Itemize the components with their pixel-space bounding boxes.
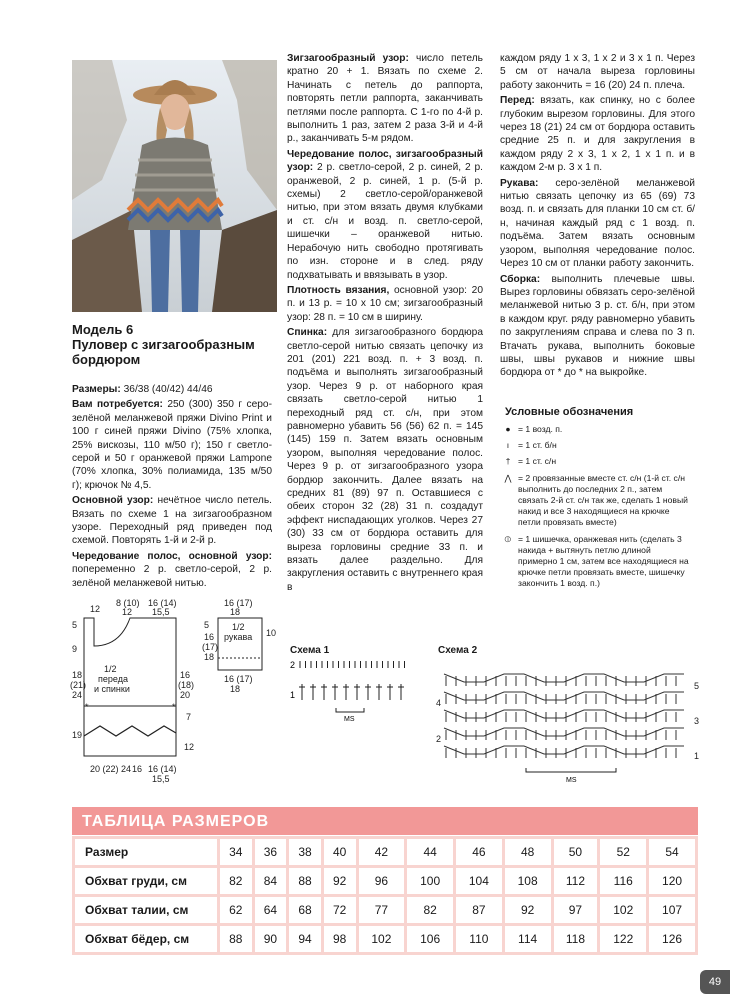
legend-item xyxy=(500,473,690,529)
row-header: Обхват груди, см xyxy=(74,867,219,896)
seam-star: * xyxy=(85,702,89,712)
dim-top: 16 (14) xyxy=(148,598,177,608)
table-cell: 77 xyxy=(357,896,406,925)
sizes-label: Размеры: xyxy=(72,384,121,395)
zigzag-stripes-text: 2 р. светло-серой, 2 р. синей, 2 р. оранжевой, 2 р. синей, 1 р. (5-й р. схемы) 2 светло-серой/оранжевой нитью, при этом вязать двумя клубками и ст. с/н и возд. п. светло-серой, шишечки – оранжевой нитью. Нерабочую нить свободно протягивать по изн. стороне и в след. ряду подхватывать и ввязывать в узор. xyxy=(287,162,483,281)
ms-label: MS xyxy=(344,716,355,723)
ms-label: MS xyxy=(566,777,577,784)
front-label: Перед: xyxy=(500,95,535,107)
dim-left: 24 xyxy=(72,690,83,700)
table-cell: 38 xyxy=(288,838,323,867)
table-cell: 100 xyxy=(406,867,455,896)
row-header: Обхват талии, см xyxy=(74,896,219,925)
table-cell: 104 xyxy=(455,867,504,896)
table-cell: 44 xyxy=(406,838,455,867)
page-number: 49 xyxy=(700,970,730,994)
schema2-chart xyxy=(432,656,712,786)
table-row xyxy=(74,867,697,896)
table-cell: 98 xyxy=(322,925,357,954)
legend-symbol-icon: ı xyxy=(506,440,510,451)
dim-left: 19 xyxy=(72,730,83,740)
dim-bottom: 16 (17) xyxy=(224,674,253,684)
row-number: 2 xyxy=(436,734,442,744)
dim-left: (17) xyxy=(202,642,219,652)
stripes-text: попеременно 2 р. светло-серой, 2 р. зелёной меланжевой нитью. xyxy=(72,564,272,589)
table-cell: 97 xyxy=(552,896,599,925)
dim-left: 9 xyxy=(72,644,78,654)
dim-top: 12 xyxy=(122,607,133,617)
sizes-text: 36/38 (40/42) 44/46 xyxy=(120,384,213,395)
sleeve-schematic xyxy=(202,596,282,696)
dim-top: 18 xyxy=(230,607,241,617)
legend-text: = 1 ст. с/н xyxy=(518,456,557,467)
dim-right: 20 xyxy=(180,690,191,700)
schema1-chart xyxy=(286,656,416,726)
legend-item xyxy=(500,440,690,451)
table-cell: 102 xyxy=(599,896,648,925)
legend-text: = 1 ст. б/н xyxy=(518,440,557,451)
table-cell: 68 xyxy=(288,896,323,925)
table-cell: 96 xyxy=(357,867,406,896)
dim-bottom: 16 xyxy=(132,764,143,774)
zigzag-row-line xyxy=(444,728,684,736)
table-cell: 108 xyxy=(503,867,552,896)
dim-bottom: 18 xyxy=(230,684,241,694)
table-cell: 114 xyxy=(503,925,552,954)
table-cell: 82 xyxy=(219,867,254,896)
back-front-schematic xyxy=(68,596,203,786)
row-header: Обхват бёдер, см xyxy=(74,925,219,954)
table-cell: 107 xyxy=(648,896,697,925)
seam-star: * xyxy=(172,702,176,712)
table-cell: 48 xyxy=(503,838,552,867)
instructions-column-1 xyxy=(72,383,272,592)
schema1-title: Схема 1 xyxy=(290,645,330,656)
assembly-label: Сборка: xyxy=(500,273,541,285)
dim-left: (21) xyxy=(70,680,87,690)
row-number: 1 xyxy=(290,690,296,700)
dim-right: 10 xyxy=(266,628,277,638)
table-cell: 94 xyxy=(288,925,323,954)
table-cell: 88 xyxy=(219,925,254,954)
table-cell: 110 xyxy=(455,925,504,954)
dim-bottom: 20 (22) 24 xyxy=(90,764,132,774)
table-cell: 120 xyxy=(648,867,697,896)
dim-left: 16 xyxy=(204,632,215,642)
zigzag-stripes-label: Чередование полос, зигзагообразный узор: xyxy=(287,148,483,174)
table-cell: 72 xyxy=(322,896,357,925)
table-cell: 36 xyxy=(253,838,288,867)
table-cell: 34 xyxy=(219,838,254,867)
table-cell: 46 xyxy=(455,838,504,867)
legend-text: = 1 возд. п. xyxy=(518,424,563,434)
dim-left: 5 xyxy=(204,620,210,630)
back-text: для зигзагообразного бордюра светло-серой нитью связать цепочку из 201 (201) 221 возд. п. + 3 возд. п. подъёма и выполнять зигзагообразный узор. Через 9 р. от наборного края связать светло-серой нитью 1 переходный ряд ст. с/н, при этом равномерно убавить 56 (56) 62 п. = 145 (145) 159 п. Затем вязать основным узором, выполняя чередование полос. Через 9 р. от зигзагообразного узора бордюр закончить. Далее вязать на средних 81 (89) 97 п. Оставшиеся с обеих сторон 32 (28) 31 п. создадут эффект ниспадающих уголков. Через 27 (30) 33 см от бордюра оставить для выреза горловины средние 33 п. и вязать далее раздельно. Для закругления оставить с внутреннего края в xyxy=(287,327,483,593)
table-cell: 42 xyxy=(357,838,406,867)
dim-right: (18) xyxy=(178,680,195,690)
table-cell: 87 xyxy=(455,896,504,925)
legend-text: = 1 шишечка, оранжевая нить (сделать 3 накида + вытянуть петлю длиной примерно 1 см, затем все находящиеся на крючке петли провязать вместе, шишечку закончить 1 возд. п.) xyxy=(518,533,689,589)
dim-bottom: 15,5 xyxy=(152,774,170,784)
table-cell: 62 xyxy=(219,896,254,925)
dim-top: 15,5 xyxy=(152,607,170,617)
assembly-text: выполнить плечевые швы. Вырез горловины обвязать серо-зелёной меланжевой нитью 3 р. ст. б/н, при этом в каждом круг. ряду равномерно убавить по закруглениям справа и слева по 3 п. Втачать рукава, выполнить боковые швы, швы рукавов и нижние швы бордюра от * до * на выкройке. xyxy=(500,273,695,379)
instructions-column-3 xyxy=(500,52,695,382)
row-header: Размер xyxy=(74,838,219,867)
dim-right: 7 xyxy=(186,712,192,722)
table-cell: 116 xyxy=(599,867,648,896)
piece-label: и спинки xyxy=(94,684,130,694)
piece-label: переда xyxy=(98,674,128,684)
table-cell: 50 xyxy=(552,838,599,867)
sizes-table-title: ТАБЛИЦА РАЗМЕРОВ xyxy=(72,807,698,835)
table-row xyxy=(74,896,697,925)
sizes-table xyxy=(72,836,698,955)
legend-symbol-icon: † xyxy=(505,456,511,467)
dim-right: 12 xyxy=(184,742,195,752)
zigzag-row-line xyxy=(444,746,684,754)
model-photo-illustration xyxy=(72,60,277,312)
piece-label: рукава xyxy=(224,632,253,642)
table-cell: 54 xyxy=(648,838,697,867)
legend xyxy=(500,424,690,595)
table-cell: 88 xyxy=(288,867,323,896)
row-number: 2 xyxy=(290,660,296,670)
zigzag-text: число петель кратно 20 + 1. Вязать по схеме 2. Начинать с петель до раппорта, повторять петли раппорта, заканчивать петлями после раппорта. С 1-го по 4-й р. выполнить 1 раз, затем 2 раза 3-й и 4-й р., заканчивать 5-м рядом. xyxy=(287,53,483,145)
back-label: Спинка: xyxy=(287,327,328,339)
legend-text: = 2 провязанные вместе ст. с/н (1-й ст. с/н выполнить до последних 2 п., затем связать 2-й ст. с/н так же, сделать 1 новый накид и все 3 находящиеся на крючке петли провязать вместе) xyxy=(518,472,688,528)
table-cell: 40 xyxy=(322,838,357,867)
schema2-title: Схема 2 xyxy=(438,645,478,656)
legend-symbol-icon: ● xyxy=(505,424,511,434)
table-cell: 122 xyxy=(599,925,648,954)
legend-item xyxy=(500,534,690,590)
dim-top: 12 xyxy=(90,604,101,614)
dim-left: 18 xyxy=(204,652,215,662)
row-number: 4 xyxy=(436,698,442,708)
legend-title: Условные обозначения xyxy=(505,406,634,418)
stripes-label: Чередование полос, основной узор: xyxy=(72,550,272,562)
basic-pattern-text: нечётное число петель. Вязать по схеме 1 на зигзагообразном узоре. Переходный ряд приведен под схемой. Повторять 1-й и 2-й р. xyxy=(72,495,272,547)
model-photo xyxy=(72,60,277,312)
table-cell: 64 xyxy=(253,896,288,925)
table-cell: 92 xyxy=(322,867,357,896)
table-cell: 92 xyxy=(503,896,552,925)
table-cell: 102 xyxy=(357,925,406,954)
instructions-column-2 xyxy=(287,52,483,596)
dim-left: 18 xyxy=(72,670,83,680)
zigzag-row-line xyxy=(444,674,684,682)
table-cell: 112 xyxy=(552,867,599,896)
table-cell: 126 xyxy=(648,925,697,954)
row-number: 1 xyxy=(694,751,700,761)
table-cell: 90 xyxy=(253,925,288,954)
continued-text: каждом ряду 1 х 3, 1 х 2 и 3 х 1 п. Через 5 см от начала выреза горловины работу закончить = 16 (20) 24 п. плеча. xyxy=(500,53,695,91)
legend-item xyxy=(500,424,690,435)
dim-top: 16 (17) xyxy=(224,598,253,608)
legend-symbol-icon: ⋀ xyxy=(504,472,512,483)
legend-symbol-icon: ⦶ xyxy=(504,533,512,544)
dim-right: 16 xyxy=(180,670,191,680)
table-cell: 84 xyxy=(253,867,288,896)
zigzag-label: Зигзагообразный узор: xyxy=(287,53,409,64)
zigzag-row-line xyxy=(444,692,684,700)
zigzag-row-line xyxy=(444,710,684,718)
table-cell: 82 xyxy=(406,896,455,925)
needed-label: Вам потребуется: xyxy=(72,399,163,411)
basic-pattern-label: Основной узор: xyxy=(72,495,154,507)
table-row xyxy=(74,925,697,954)
density-label: Плотность вязания, xyxy=(287,284,390,296)
dim-left: 5 xyxy=(72,620,78,630)
sleeves-text: серо-зелёной меланжевой нитью связать цепочку из 65 (69) 73 возд. п. и связать для планки 10 см ст. б/н, начиная каждый ряд с 1 возд. п. подъёма. Затем вязать основным узором, выполняя чередование полос. Через 10 см от планки работу закончить. xyxy=(500,177,695,270)
legend-item xyxy=(500,456,690,467)
table-row xyxy=(74,838,697,867)
piece-label: 1/2 xyxy=(232,622,245,632)
dim-top: 8 (10) xyxy=(116,598,140,608)
row-number: 5 xyxy=(694,681,700,691)
table-cell: 106 xyxy=(406,925,455,954)
table-cell: 52 xyxy=(599,838,648,867)
row-number: 3 xyxy=(694,716,700,726)
density-text: основной узор: 20 п. и 13 р. = 10 х 10 см; зигзагообразный узор: 28 п. = 10 см в ширину. xyxy=(287,284,483,323)
front-text: вязать, как спинку, но с более глубоким вырезом горловины. Для этого через 18 (21) 24 см от бордюра оставить средние 25 п. и для закругления в каждом ряду 2 х 3, 1 х 2, 1 х 1 п. и в каждом 2-м р. 3 х 1 п. xyxy=(500,95,695,174)
sleeves-label: Рукава: xyxy=(500,177,539,189)
model-title: Модель 6 Пуловер с зигзагообразным бордюром xyxy=(72,322,255,367)
table-cell: 118 xyxy=(552,925,599,954)
needed-text: 250 (300) 350 г серо-зелёной меланжевой пряжи Divino Print и 100 г синей пряжи Divino (75% хлопка, 25% вискозы, 110 м/50 г); 150 г светло-серой и 50 г оранжевой пряжи Lampone (70% хлопка, 30% полиамида, 135 м/50 г); крючок № 4,5. xyxy=(72,399,272,491)
dim-bottom: 16 (14) xyxy=(148,764,177,774)
piece-label: 1/2 xyxy=(104,664,117,674)
